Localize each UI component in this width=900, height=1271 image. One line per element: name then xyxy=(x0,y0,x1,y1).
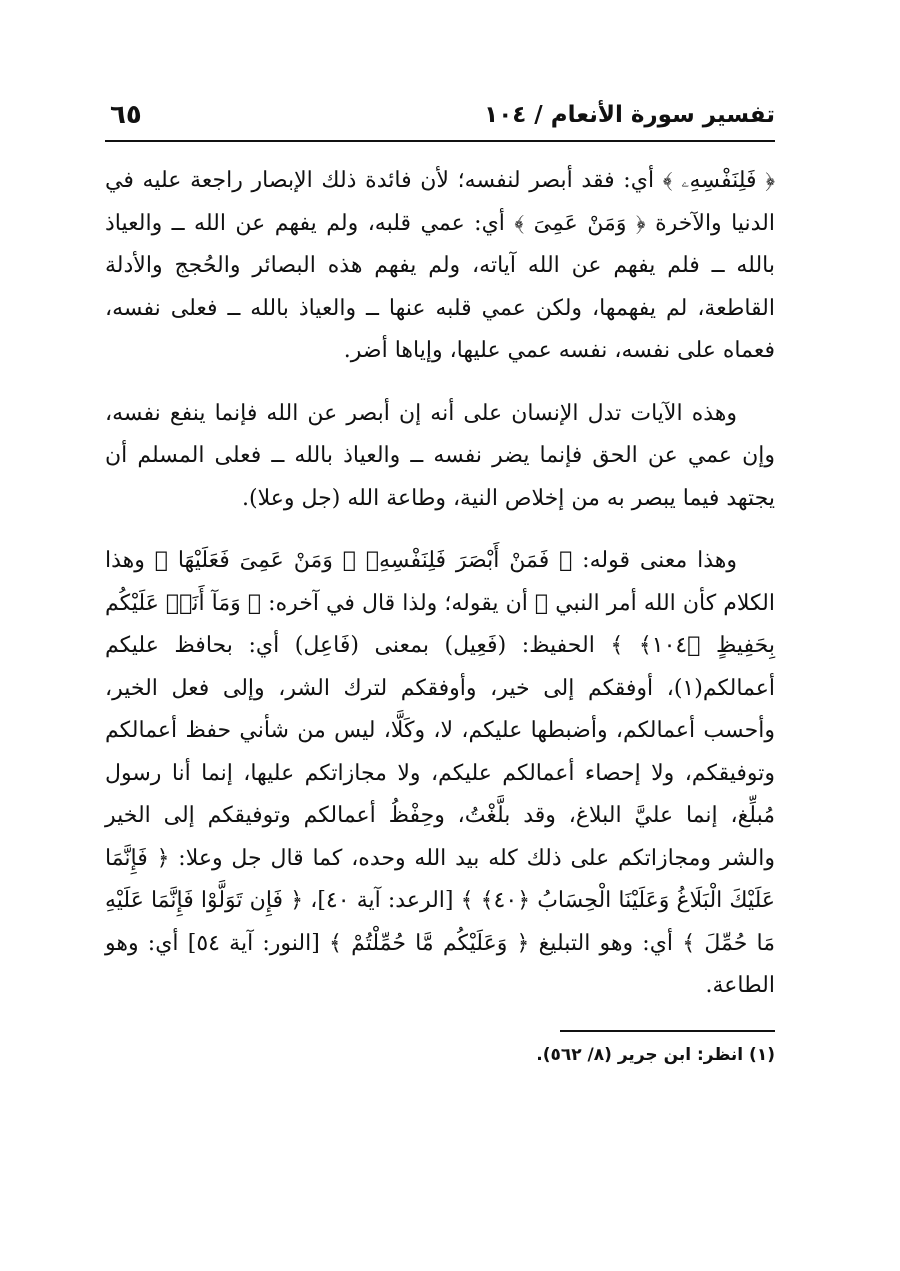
chapter-title: تفسير سورة الأنعام / ١٠٤ xyxy=(484,102,775,128)
footnote-divider xyxy=(560,1030,775,1032)
page-number: ٦٥ xyxy=(110,100,142,130)
paragraph-3: وهذا معنى قوله: ﴿ فَمَنْ أَبْصَرَ فَلِنَفْسِهِۦ ۖ وَمَنْ عَمِىَ فَعَلَيْهَا ﴾ وهذا الكلام كأن الله أمر النبي ﷺ أن يقوله؛ ولذا قال في آخره: ﴿ وَمَآ أَنَا۠ عَلَيْكُم بِحَفِيظٍ ﴿١٠٤﴾ ﴾ الحفيظ: (فَعِيل) بمعنى (فَاعِل) أي: بحافظ عليكم أعمالكم(١)، أوفقكم إلى خير، وأوفقكم لترك الشر، وإلى فعل الخير، وأحسب أعمالكم، وأضبطها عليكم، لا، وكَلَّا، ليس من شأني حفظ أعمالكم وتوفيقكم، ولا إحصاء أعمالكم عليكم، ولا مجازاتكم عليها، إنما أنا رسول مُبلِّغ، إنما عليَّ البلاغ، وقد بلَّغْتُ، وحِفْظُ أعمالكم وتوفيقكم إلى الخير والشر ومجازاتكم على ذلك كله بيد الله وحده، كما قال جل وعلا: ﴿ فَإِنَّمَا عَلَيْكَ الْبَلَاغُ وَعَلَيْنَا الْحِسَابُ ﴿٤٠﴾ ﴾ [الرعد: آية ٤٠]، ﴿ فَإِن تَوَلَّوْا فَإِنَّمَا عَلَيْهِ مَا حُمِّلَ ﴾ أي: وهو التبليغ ﴿ وَعَلَيْكُم مَّا حُمِّلْتُمْ ﴾ [النور: آية ٥٤] أي: وهو الطاعة. xyxy=(105,548,775,998)
book-page xyxy=(105,100,775,1220)
paragraph-1: ﴿ فَلِنَفْسِهِۦ ﴾ أي: فقد أبصر لنفسه؛ لأن فائدة ذلك الإبصار راجعة عليه في الدنيا والآخرة ﴿ وَمَنْ عَمِىَ ﴾ أي: عمي قلبه، ولم يفهم عن الله ــ والعياذ بالله ــ فلم يفهم عن الله آياته، ولم يفهم هذه البصائر والحُجج والأدلة القاطعة، لم يفهمها، ولكن عمي قلبه عنها ــ والعياذ بالله ــ فعلى نفسه، فعماه على نفسه، نفسه عمي عليها، وإياها أضر. xyxy=(105,168,775,363)
paragraph-2: وهذه الآيات تدل الإنسان على أنه إن أبصر عن الله فإنما ينفع نفسه، وإن عمي عن الحق فإنما يضر نفسه ــ والعياذ بالله ــ فعلى المسلم أن يجتهد فيما يبصر به من إخلاص النية، وطاعة الله (جل وعلا). xyxy=(105,400,775,511)
footnote: (١) انظر: ابن جرير (٨/ ٥٦٢). xyxy=(536,1044,775,1065)
running-header xyxy=(105,100,775,142)
main-text xyxy=(105,160,775,1008)
